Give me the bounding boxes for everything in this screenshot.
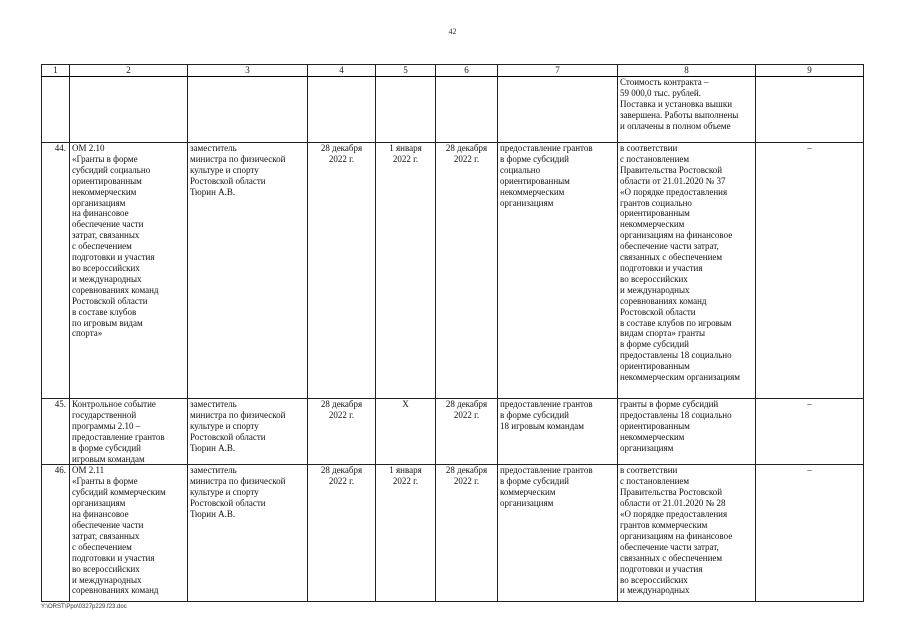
column-number: 5 bbox=[376, 65, 436, 77]
end-date-cell: 28 декабря 2022 г. bbox=[436, 465, 498, 602]
column-number-row bbox=[42, 65, 864, 77]
planned-result-cell: предоставление грантов в форме субсидий 18 игровым командам bbox=[498, 399, 618, 465]
end-date-cell: 28 декабря 2022 г. bbox=[436, 143, 498, 399]
table-cell bbox=[756, 77, 864, 143]
responsible-cell: заместитель министра по физической культуре и спорту Ростовской области Тюрин А.В. bbox=[188, 399, 308, 465]
table-cell bbox=[436, 77, 498, 143]
page-number: 42 bbox=[448, 27, 457, 36]
table-row bbox=[42, 399, 864, 465]
planned-date-cell: 28 декабря 2022 г. bbox=[308, 465, 376, 602]
table-cell bbox=[376, 77, 436, 143]
table-row-continuation bbox=[42, 77, 864, 143]
row-number: 45. bbox=[42, 399, 70, 465]
table-cell bbox=[308, 77, 376, 143]
actual-result-cell: гранты в форме субсидий предоставлены 18 социально ориентированным некоммерческим организациям bbox=[618, 399, 756, 465]
table-row bbox=[42, 465, 864, 602]
column-number: 6 bbox=[436, 65, 498, 77]
reason-cell: – bbox=[756, 143, 864, 399]
report-table bbox=[41, 64, 864, 602]
column-number: 8 bbox=[618, 65, 756, 77]
actual-result-cell: в соответствии с постановлением Правительства Ростовской области от 21.01.2020 № 28 «О порядке предоставления грантов коммерческим организациям на финансовое обеспечение части затрат, связанных с обеспечением подготовки и участия во всероссийских и международных bbox=[618, 465, 756, 602]
responsible-cell: заместитель министра по физической культуре и спорту Ростовской области Тюрин А.В. bbox=[188, 465, 308, 602]
table-cell bbox=[188, 77, 308, 143]
column-number: 7 bbox=[498, 65, 618, 77]
column-number: 3 bbox=[188, 65, 308, 77]
column-number: 9 bbox=[756, 65, 864, 77]
end-date-cell: 28 декабря 2022 г. bbox=[436, 399, 498, 465]
planned-result-cell: предоставление грантов в форме субсидий социально ориентированным некоммерческим организациям bbox=[498, 143, 618, 399]
start-date-cell: Х bbox=[376, 399, 436, 465]
row-number: 46. bbox=[42, 465, 70, 602]
start-date-cell: 1 января 2022 г. bbox=[376, 465, 436, 602]
reason-cell: – bbox=[756, 465, 864, 602]
responsible-cell: заместитель министра по физической культуре и спорту Ростовской области Тюрин А.В. bbox=[188, 143, 308, 399]
planned-date-cell: 28 декабря 2022 г. bbox=[308, 143, 376, 399]
actual-result-cell: в соответствии с постановлением Правительства Ростовской области от 21.01.2020 № 37 «О порядке предоставления грантов социально ориентированным некоммерческим организациям на финансовое обеспечение части затрат, связанных с обеспечением подготовки и участия во всероссийских и международных соревнованиях команд Ростовской области в составе клубов по игровым видам спорта» гранты в форме субсидий предоставлены 18 социально ориентированным некоммерческим организациям bbox=[618, 143, 756, 399]
start-date-cell: 1 января 2022 г. bbox=[376, 143, 436, 399]
footer-file-path: Y:\ORST\Ppo\0327p229.f23.doc bbox=[41, 604, 127, 610]
planned-result-cell: предоставление грантов в форме субсидий коммерческим организациям bbox=[498, 465, 618, 602]
event-name-cell: ОМ 2.11 «Гранты в форме субсидий коммерческим организациям на финансовое обеспечение части затрат, связанных с обеспечением подготовки и участия во всероссийских и международных соревнованиях команд bbox=[70, 465, 188, 602]
column-number: 2 bbox=[70, 65, 188, 77]
table-cell bbox=[70, 77, 188, 143]
result-cell: Стоимость контракта – 59 000,0 тыс. рублей. Поставка и установка вышки завершена. Работы выполнены и оплачены в полном объеме bbox=[618, 77, 756, 143]
event-name-cell: ОМ 2.10 «Гранты в форме субсидий социально ориентированным некоммерческим организациям на финансовое обеспечение части затрат, связанных с обеспечением подготовки и участия во всероссийских и международных соревнованиях команд Ростовской области в составе клубов по игровым видам спорта» bbox=[70, 143, 188, 399]
column-number: 4 bbox=[308, 65, 376, 77]
table-cell bbox=[498, 77, 618, 143]
table-row bbox=[42, 143, 864, 399]
planned-date-cell: 28 декабря 2022 г. bbox=[308, 399, 376, 465]
reason-cell: – bbox=[756, 399, 864, 465]
event-name-cell: Контрольное событие государственной программы 2.10 – предоставление грантов в форме субсидий игровым командам bbox=[70, 399, 188, 465]
row-number: 44. bbox=[42, 143, 70, 399]
column-number: 1 bbox=[42, 65, 70, 77]
table-cell bbox=[42, 77, 70, 143]
